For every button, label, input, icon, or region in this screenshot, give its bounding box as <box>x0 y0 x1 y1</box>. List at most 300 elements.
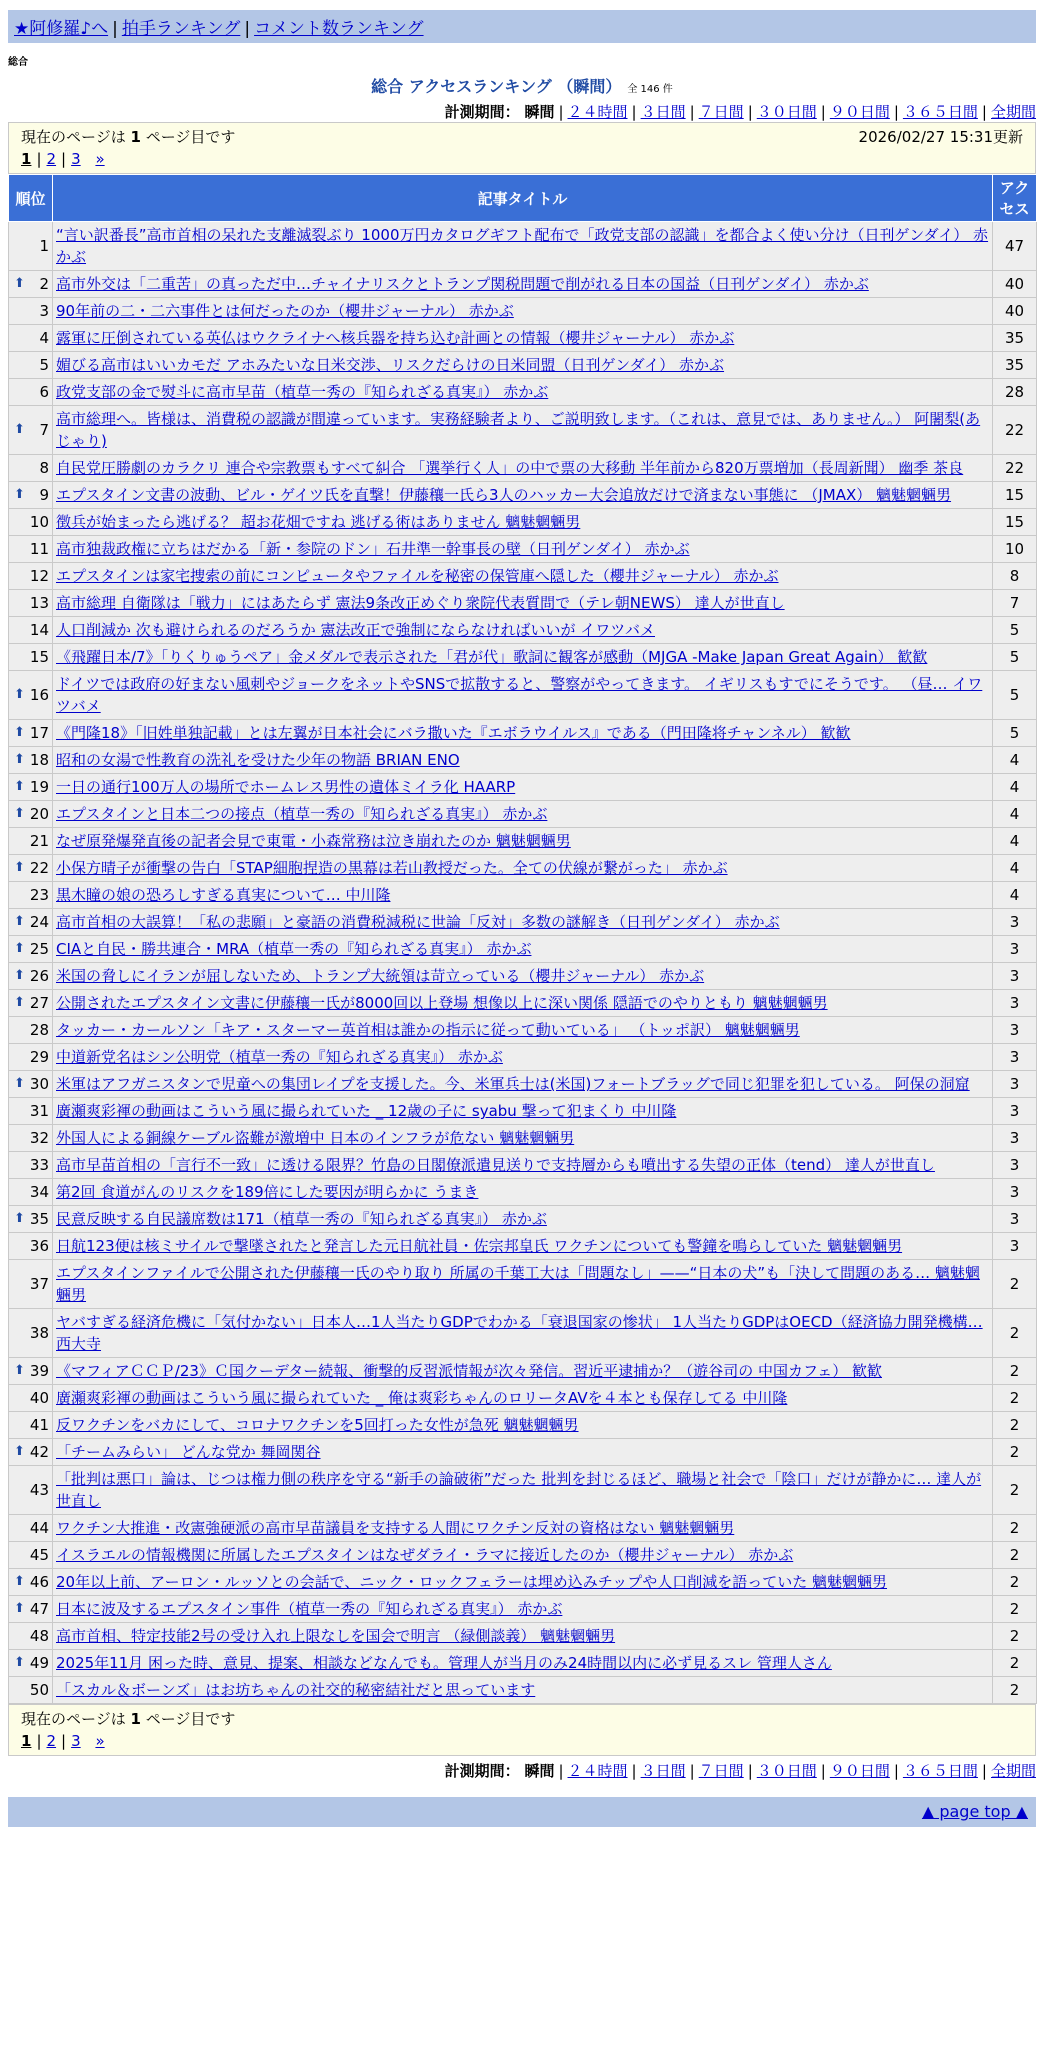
page-2-link[interactable]: 2 <box>46 150 57 168</box>
rank-number: 47 <box>29 1600 49 1618</box>
rank-number: 5 <box>39 356 49 374</box>
article-title-link[interactable]: 徴兵が始まったら逃げる？ 超お花畑ですね 逃げる術はありません 魑魅魍魎男 <box>56 513 581 531</box>
title-cell <box>53 671 993 720</box>
rank-number: 25 <box>29 940 49 958</box>
rank-cell <box>9 1309 53 1358</box>
period-365d[interactable]: ３６５日間 <box>902 103 978 121</box>
article-title-link[interactable]: 高市独裁政権に立ちはだかる「新・参院のドン」石井準一幹事長の壁（日刊ゲンダイ） 赤かぶ <box>56 540 690 558</box>
access-count: 3 <box>993 1125 1037 1152</box>
rank-cell <box>9 671 53 720</box>
rank-cell <box>9 509 53 536</box>
access-count: 2 <box>993 1515 1037 1542</box>
table-row <box>9 1412 1037 1439</box>
access-count: 2 <box>993 1260 1037 1309</box>
rank-cell <box>9 325 53 352</box>
rank-number: 10 <box>29 513 49 531</box>
rank-cell <box>9 1152 53 1179</box>
title-cell <box>53 563 993 590</box>
title-cell <box>53 1439 993 1466</box>
rank-cell <box>9 222 53 271</box>
access-count: 3 <box>993 1098 1037 1125</box>
access-count: 4 <box>993 801 1037 828</box>
article-title-link[interactable]: 高市総理へ。皆様は、消費税の認識が間違っています。実務経験者より、ご説明致します。（これは、意見では、ありません。） 阿闍梨(あじゃり) <box>56 410 981 450</box>
table-row <box>9 1623 1037 1650</box>
rank-cell <box>9 536 53 563</box>
rank-cell <box>9 1412 53 1439</box>
rank-up-arrow-icon: ⬆ <box>14 487 25 502</box>
rank-number: 20 <box>29 805 49 823</box>
period-30d[interactable]: ３０日間 <box>756 1762 817 1780</box>
title-cell <box>53 379 993 406</box>
table-row <box>9 855 1037 882</box>
table-row <box>9 747 1037 774</box>
updated-timestamp: 2026/02/27 15:31更新 <box>858 127 1023 146</box>
article-title-link[interactable]: 公開されたエプスタイン文書に伊藤穰一氏が8000回以上登場 想像以上に深い関係 隠語でのやりともり 魑魅魍魎男 <box>56 994 828 1012</box>
rank-number: 3 <box>39 302 49 320</box>
rank-number: 43 <box>29 1481 49 1499</box>
article-title-link[interactable]: 米軍はアフガニスタンで児童への集団レイプを支援した。今、米軍兵士は(米国)フォートブラッグで同じ犯罪を犯している。 阿保の洞窟 <box>56 1075 970 1093</box>
title-cell <box>53 828 993 855</box>
rank-cell <box>9 1623 53 1650</box>
rank-number: 8 <box>39 459 49 477</box>
header-access: アクセス <box>993 175 1037 222</box>
title-cell <box>53 298 993 325</box>
title-cell <box>53 909 993 936</box>
access-count: 3 <box>993 1206 1037 1233</box>
title-cell <box>53 1542 993 1569</box>
rank-number: 12 <box>29 567 49 585</box>
title-cell <box>53 1569 993 1596</box>
access-count: 4 <box>993 882 1037 909</box>
rank-cell <box>9 1385 53 1412</box>
table-row <box>9 536 1037 563</box>
article-title-link[interactable]: 民意反映する自民議席数は171（植草一秀の『知られざる真実』） 赤かぶ <box>56 1210 547 1228</box>
title-cell <box>53 882 993 909</box>
rank-number: 9 <box>39 486 49 504</box>
clap-ranking-link[interactable]: 拍手ランキング <box>121 19 241 39</box>
title-cell <box>53 1309 993 1358</box>
rank-number: 17 <box>29 724 49 742</box>
pagination: 1 | 2 | 3 » <box>21 1732 105 1750</box>
article-title-link[interactable]: 《マフィアＣＣＰ/23》Ｃ国クーデター続報、衝撃的反習派情報が次々発信。習近平逮捕か？（遊谷司の 中国カフェ） 歓歓 <box>56 1362 882 1380</box>
rank-cell <box>9 271 53 298</box>
article-title-link[interactable]: CIAと自民・勝共連合・MRA（植草一秀の『知られざる真実』） 赤かぶ <box>56 940 532 958</box>
title-cell <box>53 271 993 298</box>
rank-up-arrow-icon: ⬆ <box>14 1601 25 1616</box>
table-row <box>9 222 1037 271</box>
period-365d[interactable]: ３６５日間 <box>902 1762 978 1780</box>
table-row <box>9 298 1037 325</box>
rank-cell <box>9 1542 53 1569</box>
rank-cell <box>9 617 53 644</box>
table-row <box>9 644 1037 671</box>
article-title-link[interactable]: 《門隆18》「旧姓単独記載」とは左翼が日本社会にバラ撒いた『エボラウイルス』である（門田隆将チャンネル） 歓歓 <box>56 724 851 742</box>
period-selector-top: 計測期間： 瞬間 | ２４時間 | ３日間 | ７日間 | ３０日間 | ９０日間 | ３６５日間 | 全期間 <box>444 103 1036 121</box>
rank-cell <box>9 1017 53 1044</box>
rank-cell <box>9 1260 53 1309</box>
rank-cell <box>9 1569 53 1596</box>
rank-number: 37 <box>29 1275 49 1293</box>
title-cell <box>53 1152 993 1179</box>
article-title-link[interactable]: 高市首相、特定技能2号の受け入れ上限なしを国会で明言 （緑側談義） 魑魅魍魎男 <box>56 1627 616 1645</box>
rank-number: 16 <box>29 686 49 704</box>
pagination: 1 | 2 | 3 » <box>21 150 105 168</box>
table-row <box>9 1358 1037 1385</box>
next-page-link[interactable]: » <box>95 150 105 168</box>
rank-number: 34 <box>29 1183 49 1201</box>
title-cell <box>53 352 993 379</box>
article-title-link[interactable]: 廣瀬爽彩褌の動画はこういう風に撮られていた _ 12歳の子に syabu 撃って犯まくり 中川隆 <box>56 1102 677 1120</box>
table-row <box>9 1650 1037 1677</box>
title-cell <box>53 1017 993 1044</box>
rank-number: 36 <box>29 1237 49 1255</box>
rank-up-arrow-icon: ⬆ <box>14 752 25 767</box>
table-row <box>9 1385 1037 1412</box>
rank-number: 30 <box>29 1075 49 1093</box>
table-row <box>9 1569 1037 1596</box>
table-row <box>9 271 1037 298</box>
article-title-link[interactable]: “言い訳番長”高市首相の呆れた支離滅裂ぶり 1000万円カタログギフト配布で「政党支部の認識」を都合よく使い分け（日刊ゲンダイ） 赤かぶ <box>56 226 989 266</box>
rank-cell <box>9 909 53 936</box>
table-row <box>9 963 1037 990</box>
access-count: 35 <box>993 325 1037 352</box>
rank-cell <box>9 1466 53 1515</box>
article-title-link[interactable]: ヤバすぎる経済危機に「気付かない」日本人…1人当たりGDPでわかる「衰退国家の惨状」 1人当たりGDPはOECD（経済協力開発機構… 西大寺 <box>56 1313 983 1353</box>
rank-number: 18 <box>29 751 49 769</box>
period-selector-bottom: 計測期間： 瞬間 | ２４時間 | ３日間 | ７日間 | ３０日間 | ９０日間 | ３６５日間 | 全期間 <box>444 1762 1036 1780</box>
article-title-link[interactable]: 日航123便は核ミサイルで撃墜されたと発言した元日航社員・佐宗邦皇氏 ワクチンについても警鐘を鳴らしていた 魑魅魍魎男 <box>56 1237 903 1255</box>
rank-up-arrow-icon: ⬆ <box>14 779 25 794</box>
table-row <box>9 1439 1037 1466</box>
page-2-link[interactable]: 2 <box>46 1732 57 1750</box>
rank-number: 33 <box>29 1156 49 1174</box>
period-3d[interactable]: ３日間 <box>640 1762 686 1780</box>
article-title-link[interactable]: 外国人による銅線ケーブル盗難が激増中 日本のインフラが危ない 魑魅魍魎男 <box>56 1129 575 1147</box>
table-row <box>9 882 1037 909</box>
title-cell <box>53 720 993 747</box>
rank-up-arrow-icon: ⬆ <box>14 1574 25 1589</box>
article-title-link[interactable]: ドイツでは政府の好まない風刺やジョークをネットやSNSで拡散すると、警察がやってきます。 イギリスもすでにそうです。 （昼… イワツバメ <box>56 675 983 715</box>
page-1-current: 1 <box>21 150 32 168</box>
table-row <box>9 563 1037 590</box>
access-count: 3 <box>993 963 1037 990</box>
table-row <box>9 828 1037 855</box>
title-cell <box>53 325 993 352</box>
rank-up-arrow-icon: ⬆ <box>14 725 25 740</box>
page-info: 現在のページは 1 ページ目です <box>21 127 236 146</box>
access-count: 15 <box>993 509 1037 536</box>
rank-cell <box>9 406 53 455</box>
rank-number: 14 <box>29 621 49 639</box>
rank-up-arrow-icon: ⬆ <box>14 1444 25 1459</box>
access-count: 28 <box>993 379 1037 406</box>
period-7d[interactable]: ７日間 <box>698 1762 744 1780</box>
access-count: 3 <box>993 1233 1037 1260</box>
access-count: 5 <box>993 720 1037 747</box>
rank-number: 22 <box>29 859 49 877</box>
period-90d[interactable]: ９０日間 <box>829 103 890 121</box>
rank-cell <box>9 1515 53 1542</box>
access-count: 22 <box>993 455 1037 482</box>
title-cell <box>53 936 993 963</box>
access-count: 3 <box>993 936 1037 963</box>
article-title-link[interactable]: 第2回 食道がんのリスクを189倍にした要因が明らかに うまき <box>56 1183 479 1201</box>
period-24h[interactable]: ２４時間 <box>567 1762 628 1780</box>
access-count: 40 <box>993 298 1037 325</box>
article-title-link[interactable]: 自民党圧勝劇のカラクリ 連合や宗教票もすべて糾合 「選挙行く人」の中で票の大移動 半年前から820万票増加（長周新聞） 幽季 茶良 <box>56 459 964 477</box>
table-row <box>9 1152 1037 1179</box>
access-count: 2 <box>993 1650 1037 1677</box>
rank-cell <box>9 1044 53 1071</box>
title-cell <box>53 406 993 455</box>
title-cell <box>53 1179 993 1206</box>
table-row <box>9 455 1037 482</box>
rank-up-arrow-icon: ⬆ <box>14 860 25 875</box>
rank-number: 48 <box>29 1627 49 1645</box>
rank-cell <box>9 936 53 963</box>
rank-cell <box>9 1650 53 1677</box>
access-count: 2 <box>993 1596 1037 1623</box>
table-row <box>9 1125 1037 1152</box>
period-3d[interactable]: ３日間 <box>640 103 686 121</box>
separator: | <box>112 19 118 39</box>
rank-cell <box>9 1098 53 1125</box>
rank-number: 26 <box>29 967 49 985</box>
access-count: 3 <box>993 1071 1037 1098</box>
title-cell <box>53 1358 993 1385</box>
pager-top <box>8 122 1036 174</box>
article-title-link[interactable]: 米国の脅しにイランが屈しないため、トランプ大統領は苛立っている（櫻井ジャーナル） 赤かぶ <box>56 967 705 985</box>
table-row <box>9 720 1037 747</box>
article-title-link[interactable]: ワクチン大推進・改憲強硬派の高市早苗議員を支持する人間にワクチン反対の資格はない 魑魅魍魎男 <box>56 1519 735 1537</box>
access-count: 10 <box>993 536 1037 563</box>
rank-number: 31 <box>29 1102 49 1120</box>
title-cell <box>53 1098 993 1125</box>
title-cell <box>53 1677 993 1704</box>
title-cell <box>53 617 993 644</box>
article-title-link[interactable]: タッカー・カールソン「キア・スターマー英首相は誰かの指示に従って動いている」 （トッポ訳） 魑魅魍魎男 <box>56 1021 800 1039</box>
footer-bar <box>8 1797 1036 1827</box>
title-cell <box>53 801 993 828</box>
total-count: 全 146 件 <box>627 84 673 95</box>
article-title-link[interactable]: 高市首相の大誤算！「私の悲願」と豪語の消費税減税に世論「反対」多数の謎解き（日刊ゲンダイ） 赤かぶ <box>56 913 780 931</box>
article-title-link[interactable]: 高市総理 自衛隊は「戦力」にはあたらず 憲法9条改正めぐり衆院代表質問で（テレ朝NEWS） 達人が世直し <box>56 594 785 612</box>
pager-bottom <box>8 1704 1036 1756</box>
rank-number: 23 <box>29 886 49 904</box>
rank-number: 29 <box>29 1048 49 1066</box>
rank-number: 7 <box>39 421 49 439</box>
title-cell <box>53 1596 993 1623</box>
article-title-link[interactable]: 日本に波及するエプスタイン事件（植草一秀の『知られざる真実』） 赤かぶ <box>56 1600 563 1618</box>
article-title-link[interactable]: 媚びる高市はいいカモだ アホみたいな日米交渉、リスクだらけの日米同盟（日刊ゲンダイ） 赤かぶ <box>56 356 725 374</box>
header-rank: 順位 <box>9 175 53 222</box>
access-count: 7 <box>993 590 1037 617</box>
access-count: 2 <box>993 1358 1037 1385</box>
rank-number: 27 <box>29 994 49 1012</box>
rank-cell <box>9 1206 53 1233</box>
title-cell <box>53 1623 993 1650</box>
access-count: 5 <box>993 671 1037 720</box>
article-title-link[interactable]: 黒木瞳の娘の恐ろしすぎる真実について… 中川隆 <box>56 886 391 904</box>
title-cell <box>53 1385 993 1412</box>
next-page-link[interactable]: » <box>95 1732 105 1750</box>
rank-cell <box>9 1358 53 1385</box>
rank-up-arrow-icon: ⬆ <box>14 806 25 821</box>
period-24h[interactable]: ２４時間 <box>567 103 628 121</box>
article-title-link[interactable]: なぜ原発爆発直後の記者会見で東電・小森常務は泣き崩れたのか 魑魅魍魎男 <box>56 832 571 850</box>
table-row <box>9 936 1037 963</box>
table-row <box>9 1233 1037 1260</box>
article-title-link[interactable]: エプスタイン文書の波動、ビル・ゲイツ氏を直撃！伊藤穰一氏ら3人のハッカー大会追放だけで済まない事態に （JMAX） 魑魅魍魎男 <box>56 486 952 504</box>
title-cell <box>53 1125 993 1152</box>
title-cell <box>53 536 993 563</box>
article-title-link[interactable]: エプスタインファイルで公開された伊藤穰一氏のやり取り 所属の千葉工大は「問題なし」——“日本の犬”も「決して問題のある… 魑魅魍魎男 <box>56 1264 980 1304</box>
rank-cell <box>9 298 53 325</box>
access-count: 5 <box>993 617 1037 644</box>
access-count: 3 <box>993 990 1037 1017</box>
article-title-link[interactable]: 高市外交は「二重苦」の真っただ中…チャイナリスクとトランプ関税問題で削がれる日本の国益（日刊ゲンダイ） 赤かぶ <box>56 275 869 293</box>
table-row <box>9 1017 1037 1044</box>
rank-cell <box>9 455 53 482</box>
title-cell <box>53 1233 993 1260</box>
article-title-link[interactable]: 《飛躍日本/7》「りくりゅうペア」金メダルで表示された「君が代」歌詞に観客が感動（MJGA -Make Japan Great Again） 歓歓 <box>56 648 928 666</box>
table-row <box>9 1071 1037 1098</box>
article-title-link[interactable]: 中道新党名はシン公明党（植草一秀の『知られざる真実』） 赤かぶ <box>56 1048 503 1066</box>
period-current: 瞬間 <box>524 103 555 121</box>
title-cell <box>53 1515 993 1542</box>
access-count: 4 <box>993 828 1037 855</box>
home-link[interactable]: ★阿修羅♪へ <box>14 19 109 39</box>
access-count: 35 <box>993 352 1037 379</box>
rank-up-arrow-icon: ⬆ <box>14 1363 25 1378</box>
header-title: 記事タイトル <box>53 175 993 222</box>
table-row <box>9 325 1037 352</box>
rank-number: 11 <box>29 540 49 558</box>
article-title-link[interactable]: 「チームみらい」 どんな党か 舞岡関谷 <box>56 1443 321 1461</box>
access-count: 2 <box>993 1309 1037 1358</box>
rank-up-arrow-icon: ⬆ <box>14 941 25 956</box>
rank-cell <box>9 855 53 882</box>
period-30d[interactable]: ３０日間 <box>756 103 817 121</box>
rank-cell <box>9 1677 53 1704</box>
access-count: 2 <box>993 1385 1037 1412</box>
access-count: 2 <box>993 1677 1037 1704</box>
period-all[interactable]: 全期間 <box>990 1762 1036 1780</box>
article-title-link[interactable]: 昭和の女湯で性教育の洗礼を受けた少年の物語 BRIAN ENO <box>56 751 460 769</box>
article-title-link[interactable]: 2025年11月 困った時、意見、提案、相談などなんでも。管理人が当月のみ24時間以内に必ず見るスレ 管理人さん <box>56 1654 832 1672</box>
table-row <box>9 1260 1037 1309</box>
article-title-link[interactable]: 「批判は悪口」論は、じつは権力側の秩序を守る“新手の論破術”だった 批判を封じるほど、職場と社会で「陰口」だけが静かに… 達人が世直し <box>56 1470 982 1510</box>
page-top-link[interactable]: ▲ page top ▲ <box>921 1802 1028 1821</box>
rank-number: 24 <box>29 913 49 931</box>
access-count: 4 <box>993 774 1037 801</box>
access-count: 2 <box>993 1623 1037 1650</box>
access-count: 3 <box>993 1152 1037 1179</box>
access-count: 3 <box>993 1179 1037 1206</box>
page-3-link[interactable]: 3 <box>71 150 81 168</box>
article-title-link[interactable]: 廣瀬爽彩褌の動画はこういう風に撮られていた _ 俺は爽彩ちゃんのロリータAVを４本とも保存してる 中川隆 <box>56 1389 788 1407</box>
period-90d[interactable]: ９０日間 <box>829 1762 890 1780</box>
article-title-link[interactable]: 人口削減か 次も避けられるのだろうか 憲法改正で強制にならなければいいが イワツバメ <box>56 621 656 639</box>
article-title-link[interactable]: イスラエルの情報機関に所属したエプスタインはなぜダライ・ラマに接近したのか（櫻井ジャーナル） 赤かぶ <box>56 1546 794 1564</box>
rank-cell <box>9 963 53 990</box>
table-row <box>9 1098 1037 1125</box>
rank-cell <box>9 379 53 406</box>
rank-cell <box>9 1233 53 1260</box>
rank-cell <box>9 590 53 617</box>
table-row <box>9 352 1037 379</box>
article-title-link[interactable]: 「スカル＆ボーンズ」はお坊ちゃんの社交的秘密結社だと思っています <box>56 1681 536 1699</box>
rank-cell <box>9 801 53 828</box>
ranking-table <box>8 174 1037 1704</box>
table-row <box>9 509 1037 536</box>
table-row <box>9 379 1037 406</box>
table-row <box>9 801 1037 828</box>
article-title-link[interactable]: 反ワクチンをバカにして、コロナワクチンを5回打った女性が急死 魑魅魍魎男 <box>56 1416 579 1434</box>
rank-number: 6 <box>39 383 49 401</box>
article-title-link[interactable]: 小保方晴子が衝撃の告白「STAP細胞捏造の黒幕は若山教授だった。全ての伏線が繋がった」 赤かぶ <box>56 859 728 877</box>
title-cell <box>53 509 993 536</box>
page-3-link[interactable]: 3 <box>71 1732 81 1750</box>
table-row <box>9 1542 1037 1569</box>
title-cell <box>53 774 993 801</box>
rank-up-arrow-icon: ⬆ <box>14 914 25 929</box>
rank-up-arrow-icon: ⬆ <box>14 422 25 437</box>
article-title-link[interactable]: 政党支部の金で熨斗に高市早苗（植草一秀の『知られざる真実』） 赤かぶ <box>56 383 549 401</box>
access-count: 3 <box>993 1044 1037 1071</box>
period-7d[interactable]: ７日間 <box>698 103 744 121</box>
period-all[interactable]: 全期間 <box>990 103 1036 121</box>
top-navigation <box>8 10 1036 43</box>
article-title-link[interactable]: 90年前の二・二六事件とは何だったのか（櫻井ジャーナル） 赤かぶ <box>56 302 514 320</box>
rank-number: 35 <box>29 1210 49 1228</box>
article-title-link[interactable]: 一日の通行100万人の場所でホームレス男性の遺体ミイラ化 HAARP <box>56 778 516 796</box>
title-cell <box>53 1071 993 1098</box>
rank-number: 45 <box>29 1546 49 1564</box>
title-cell <box>53 1412 993 1439</box>
article-title-link[interactable]: 露軍に圧倒されている英仏はウクライナへ核兵器を持ち込む計画との情報（櫻井ジャーナル） 赤かぶ <box>56 329 735 347</box>
access-count: 47 <box>993 222 1037 271</box>
table-row <box>9 406 1037 455</box>
rank-cell <box>9 563 53 590</box>
rank-number: 1 <box>39 237 49 255</box>
title-cell <box>53 455 993 482</box>
rank-cell <box>9 882 53 909</box>
comment-ranking-link[interactable]: コメント数ランキング <box>254 19 424 39</box>
rank-up-arrow-icon: ⬆ <box>14 687 25 702</box>
title-cell <box>53 590 993 617</box>
rank-cell <box>9 482 53 509</box>
rank-up-arrow-icon: ⬆ <box>14 276 25 291</box>
table-row <box>9 1596 1037 1623</box>
rank-number: 21 <box>29 832 49 850</box>
article-title-link[interactable]: 20年以上前、アーロン・ルッソとの会話で、ニック・ロックフェラーは埋め込みチップや人口削減を語っていた 魑魅魍魎男 <box>56 1573 888 1591</box>
table-row <box>9 671 1037 720</box>
rank-number: 15 <box>29 648 49 666</box>
rank-cell <box>9 747 53 774</box>
title-cell <box>53 1466 993 1515</box>
table-row <box>9 990 1037 1017</box>
article-title-link[interactable]: 高市早苗首相の「言行不一致」に透ける限界？竹島の日閣僚派遣見送りで支持層からも噴出する失望の正体（tend） 達人が世直し <box>56 1156 935 1174</box>
article-title-link[interactable]: エプスタインは家宅捜索の前にコンピュータやファイルを秘密の保管庫へ隠した（櫻井ジャーナル） 赤かぶ <box>56 567 779 585</box>
table-row <box>9 617 1037 644</box>
ranking-title: 総合 アクセスランキング （瞬間） <box>371 77 622 96</box>
article-title-link[interactable]: エプスタインと日本二つの接点（植草一秀の『知られざる真実』） 赤かぶ <box>56 805 548 823</box>
rank-number: 2 <box>39 275 49 293</box>
access-count: 2 <box>993 1542 1037 1569</box>
access-count: 40 <box>993 271 1037 298</box>
rank-number: 40 <box>29 1389 49 1407</box>
